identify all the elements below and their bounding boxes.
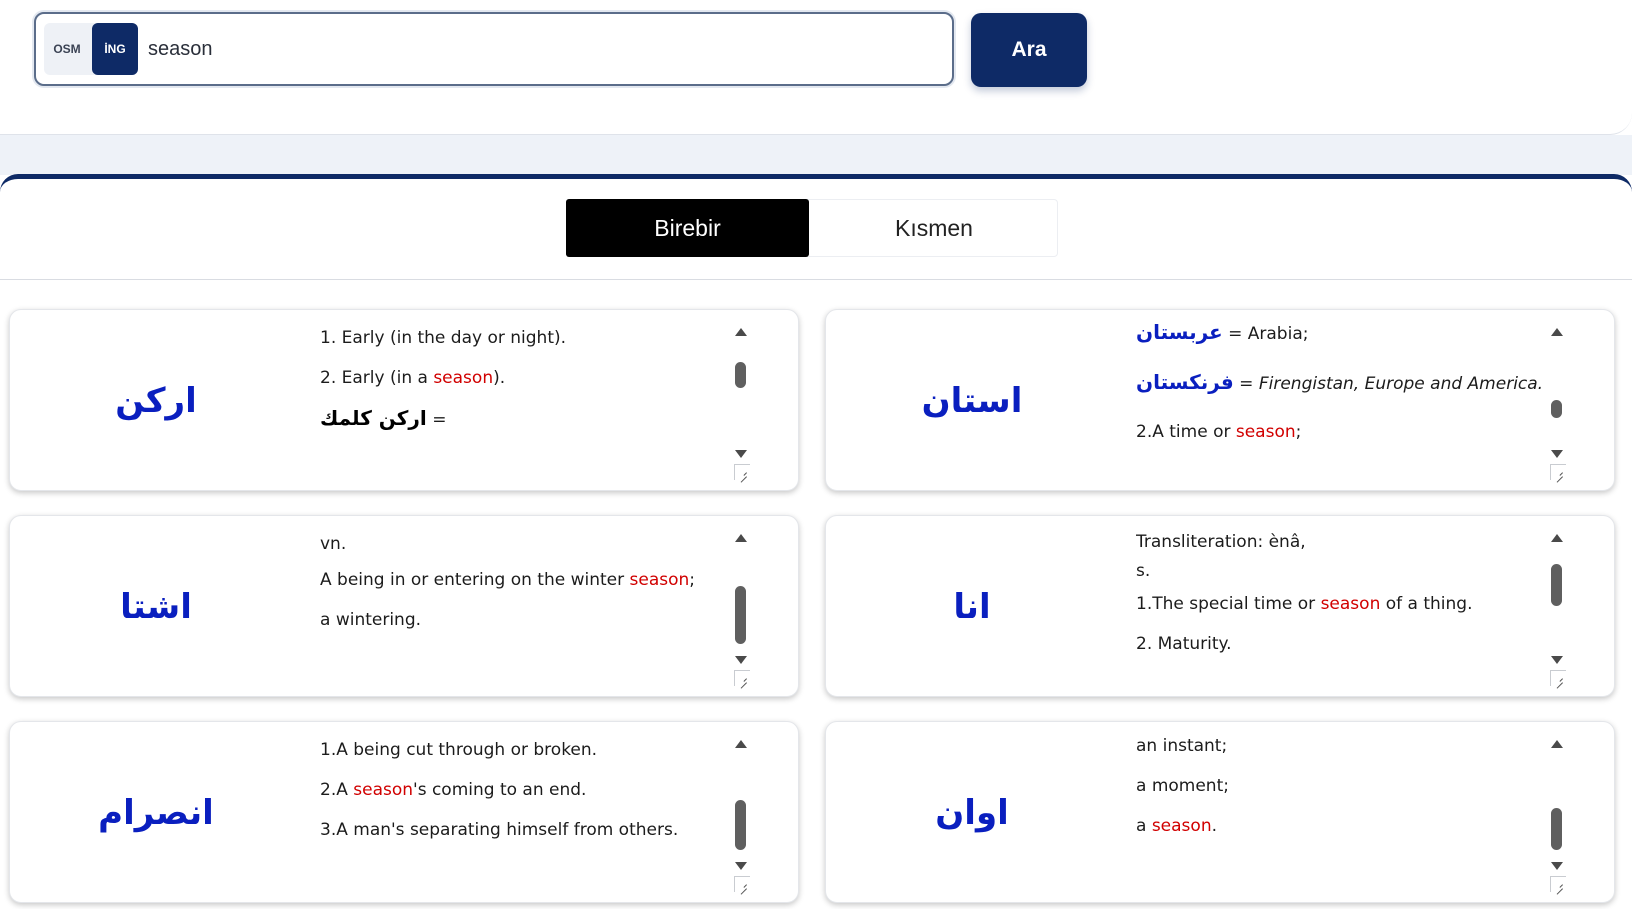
tab-exact[interactable]: Birebir (566, 199, 809, 257)
scroll-thumb[interactable] (1551, 400, 1562, 418)
scroll-up-arrow-icon[interactable] (735, 534, 747, 542)
definition-line: 2. Maturity. (1136, 634, 1232, 654)
ottoman-word[interactable]: اركن (115, 381, 197, 421)
scroll-up-arrow-icon[interactable] (1551, 328, 1563, 336)
resize-handle-icon[interactable] (1550, 670, 1566, 686)
definition-line: Transliteration: ènâ, (1136, 532, 1306, 552)
scrollbar[interactable] (732, 528, 750, 682)
definition-line: اركن كلمك = (320, 406, 447, 430)
scrollbar[interactable] (1548, 734, 1566, 888)
ottoman-word[interactable]: اشتا (120, 587, 192, 627)
scroll-thumb[interactable] (735, 586, 746, 644)
scrollbar[interactable] (1548, 322, 1566, 476)
definition-line: a wintering. (320, 610, 422, 630)
resize-handle-icon[interactable] (734, 876, 750, 892)
definition-text[interactable] (320, 730, 730, 892)
header-spacer (0, 135, 1632, 175)
match-highlight: season (353, 780, 414, 800)
search-box (34, 12, 954, 86)
definition-text[interactable] (1136, 524, 1546, 686)
definition-line: فرنكستان = Firengistan, Europe and America. (1136, 370, 1544, 394)
lang-osm-button[interactable]: OSM (53, 42, 81, 56)
scroll-down-arrow-icon[interactable] (1551, 656, 1563, 664)
ottoman-word[interactable]: استان (921, 381, 1023, 421)
definition-line: عربستان = Arabia; (1136, 320, 1309, 344)
scroll-thumb[interactable] (1551, 808, 1562, 850)
definition-line: 1.A being cut through or broken. (320, 740, 598, 760)
scroll-down-arrow-icon[interactable] (735, 450, 747, 458)
definition-text[interactable] (320, 318, 730, 480)
resize-handle-icon[interactable] (734, 670, 750, 686)
definition-line: vn. (320, 534, 347, 554)
definition-line: a season. (1136, 816, 1217, 836)
result-card (9, 721, 799, 903)
card-headword-area (826, 722, 1118, 904)
match-highlight: season (433, 368, 494, 388)
card-headword-area (10, 722, 302, 904)
ottoman-word[interactable]: انصرام (98, 793, 214, 833)
search-button[interactable]: Ara (971, 13, 1087, 87)
definition-text[interactable] (1136, 318, 1546, 480)
ottoman-word[interactable]: اوان (935, 793, 1009, 833)
divider (0, 279, 1632, 280)
definition-line: a moment; (1136, 776, 1229, 796)
resize-handle-icon[interactable] (734, 464, 750, 480)
result-card (825, 309, 1615, 491)
search-input[interactable] (148, 26, 928, 72)
card-headword-area (10, 516, 302, 698)
match-mode-toggle (566, 199, 1058, 257)
tab-partial[interactable]: Kısmen (895, 214, 973, 241)
scroll-thumb[interactable] (735, 362, 746, 388)
scroll-down-arrow-icon[interactable] (735, 656, 747, 664)
scrollbar[interactable] (732, 322, 750, 476)
definition-line: s. (1136, 561, 1151, 581)
definition-line: 1. Early (in the day or night). (320, 328, 567, 348)
ottoman-word[interactable]: انا (953, 587, 991, 627)
definition-line: A being in or entering on the winter season; (320, 570, 696, 590)
match-highlight: season (629, 570, 690, 590)
scroll-down-arrow-icon[interactable] (735, 862, 747, 870)
definition-text[interactable] (1136, 730, 1546, 892)
match-highlight: season (1235, 422, 1296, 442)
resize-handle-icon[interactable] (1550, 464, 1566, 480)
card-headword-area (826, 516, 1118, 698)
search-header (0, 0, 1632, 135)
definition-line: 2. Early (in a season). (320, 368, 506, 388)
result-card (825, 515, 1615, 697)
definition-line: 3.A man's separating himself from others. (320, 820, 679, 840)
scrollbar[interactable] (732, 734, 750, 888)
scroll-up-arrow-icon[interactable] (1551, 740, 1563, 748)
result-card (825, 721, 1615, 903)
scroll-down-arrow-icon[interactable] (1551, 450, 1563, 458)
scrollbar[interactable] (1548, 528, 1566, 682)
definition-text[interactable] (320, 524, 730, 686)
resize-handle-icon[interactable] (1550, 876, 1566, 892)
match-highlight: season (1320, 594, 1381, 614)
language-switch (44, 23, 138, 75)
result-card (9, 515, 799, 697)
lang-ing-button[interactable]: İNG (92, 23, 138, 75)
definition-line: 2.A time or season; (1136, 422, 1302, 442)
scroll-up-arrow-icon[interactable] (1551, 534, 1563, 542)
scroll-thumb[interactable] (1551, 564, 1562, 606)
scroll-thumb[interactable] (735, 800, 746, 850)
scroll-down-arrow-icon[interactable] (1551, 862, 1563, 870)
card-headword-area (826, 310, 1118, 492)
scroll-up-arrow-icon[interactable] (735, 740, 747, 748)
definition-line: an instant; (1136, 736, 1228, 756)
match-highlight: season (1151, 816, 1212, 836)
results-panel (0, 174, 1632, 909)
result-card (9, 309, 799, 491)
definition-line: 2.A season's coming to an end. (320, 780, 587, 800)
scroll-up-arrow-icon[interactable] (735, 328, 747, 336)
definition-line: 1.The special time or season of a thing. (1136, 594, 1473, 614)
card-headword-area (10, 310, 302, 492)
